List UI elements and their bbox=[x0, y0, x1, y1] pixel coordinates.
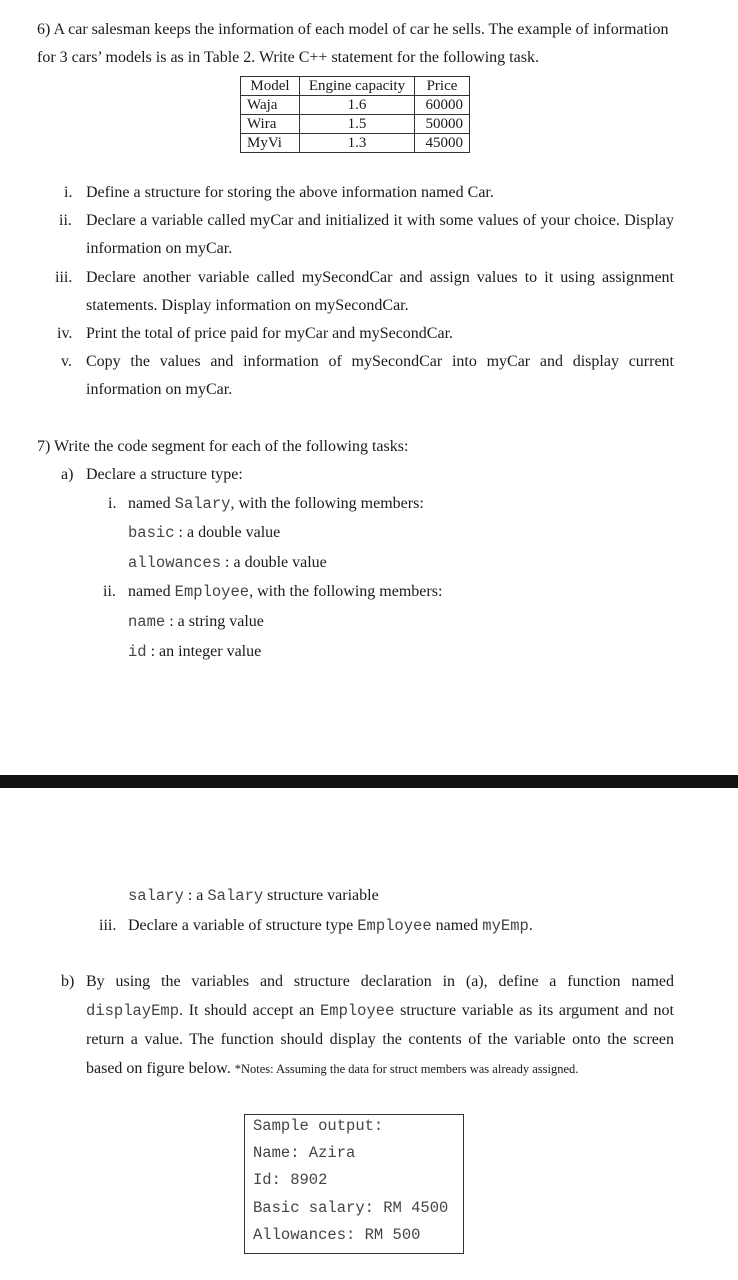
item-text: Declare a variable called myCar and initialized it with some values of your choice. Display bbox=[86, 212, 674, 229]
item-number: iii. bbox=[55, 269, 73, 286]
item-text: Print the total of price paid for myCar and mySecondCar. bbox=[86, 325, 454, 342]
member-basic: basic : a double value bbox=[128, 524, 281, 542]
sub-item-ii: named Employee, with the following members: bbox=[128, 583, 443, 601]
q7-intro: 7) Write the code segment for each of the following tasks: bbox=[37, 438, 409, 455]
cell-engine: 1.3 bbox=[300, 134, 415, 153]
part-b-line4: based on figure below. *Notes: Assuming the data for struct members was already assigned. bbox=[86, 1060, 579, 1077]
member-name: name : a string value bbox=[128, 613, 264, 631]
cell-engine: 1.5 bbox=[300, 115, 415, 134]
item-text-cont: information on myCar. bbox=[86, 240, 233, 257]
item-number: iv. bbox=[57, 325, 73, 342]
sample-line: Name: Azira bbox=[253, 1144, 356, 1162]
item-text: Declare another variable called mySecondCar and assign values to it using assignment bbox=[86, 269, 674, 286]
table-row bbox=[241, 115, 470, 134]
item-number: ii. bbox=[59, 212, 72, 229]
part-a-text: Declare a structure type: bbox=[86, 466, 243, 483]
member-id: id : an integer value bbox=[128, 643, 262, 661]
header-engine-capacity: Engine capacity bbox=[300, 77, 415, 96]
sample-line: Sample output: bbox=[253, 1117, 384, 1135]
part-b-line3: return a value. The function should display the contents of the variable onto the screen bbox=[86, 1031, 674, 1048]
table-row bbox=[241, 96, 470, 115]
item-text: Define a structure for storing the above information named Car. bbox=[86, 184, 494, 201]
item-number: i. bbox=[64, 184, 73, 201]
cell-price: 50000 bbox=[415, 115, 470, 134]
cell-price: 45000 bbox=[415, 134, 470, 153]
code-employee: Employee bbox=[174, 583, 250, 601]
code-salary: Salary bbox=[174, 495, 231, 513]
sample-line: Id: 8902 bbox=[253, 1171, 328, 1189]
sample-line: Allowances: RM 500 bbox=[253, 1226, 421, 1244]
header-price: Price bbox=[415, 77, 470, 96]
sub-item-number: iii. bbox=[99, 917, 117, 934]
sub-item-iii: Declare a variable of structure type Employee named myEmp. bbox=[128, 917, 533, 935]
sample-line: Basic salary: RM 4500 bbox=[253, 1199, 449, 1217]
q6-intro-line2: for 3 cars’ models is as in Table 2. Write C++ statement for the following task. bbox=[37, 49, 539, 66]
cell-model: Wira bbox=[241, 115, 300, 134]
sample-output-box bbox=[244, 1114, 464, 1254]
part-a-label: a) bbox=[61, 466, 74, 483]
car-table bbox=[240, 76, 470, 153]
part-b-line1: By using the variables and structure declaration in (a), define a function named bbox=[86, 973, 674, 990]
cell-price: 60000 bbox=[415, 96, 470, 115]
sub-item-i: named Salary, with the following members: bbox=[128, 495, 424, 513]
item-text: Copy the values and information of mySecondCar into myCar and display current bbox=[86, 353, 674, 370]
table-header-row bbox=[241, 77, 470, 96]
note: *Notes: Assuming the data for struct members was already assigned. bbox=[234, 1062, 579, 1076]
member-salary: salary : a Salary structure variable bbox=[128, 887, 379, 905]
cell-model: Waja bbox=[241, 96, 300, 115]
cell-model: MyVi bbox=[241, 134, 300, 153]
table-row bbox=[241, 134, 470, 153]
sub-item-number: i. bbox=[108, 495, 117, 512]
item-text-cont: information on myCar. bbox=[86, 381, 233, 398]
q6-intro-line1: 6) A car salesman keeps the information of each model of car he sells. The example of information bbox=[37, 21, 669, 38]
cell-engine: 1.6 bbox=[300, 96, 415, 115]
part-b-line2: displayEmp. It should accept an Employee structure variable as its argument and not bbox=[86, 1002, 674, 1020]
sub-item-number: ii. bbox=[103, 583, 116, 600]
page-divider bbox=[0, 775, 738, 788]
part-b-label: b) bbox=[61, 973, 75, 990]
header-model: Model bbox=[241, 77, 300, 96]
item-text-cont: statements. Display information on mySecondCar. bbox=[86, 297, 409, 314]
item-number: v. bbox=[61, 353, 72, 370]
member-allowances: allowances : a double value bbox=[128, 554, 327, 572]
